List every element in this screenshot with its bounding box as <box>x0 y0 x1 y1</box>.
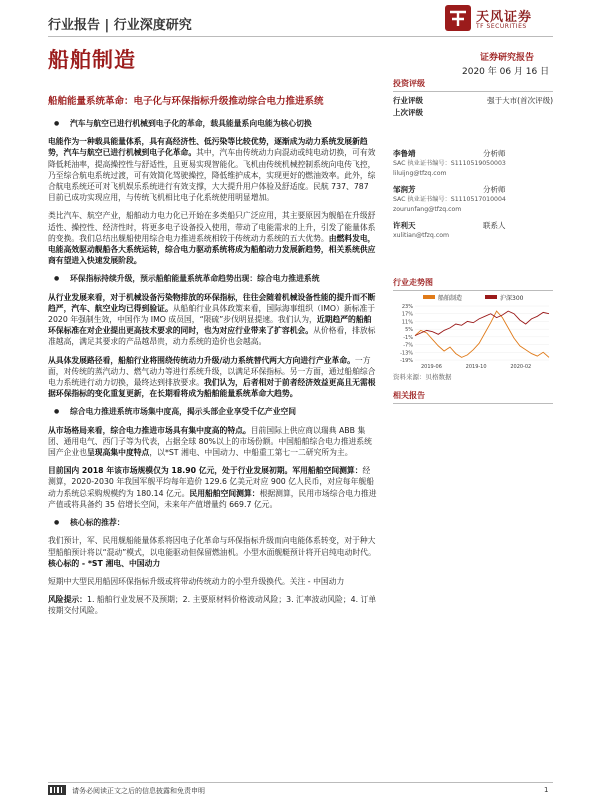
bullet-heading: ● 核心标的推荐： <box>48 517 378 528</box>
paragraph: 我们预计，军、民用舰船能量体系将因电子化革命与环保指标升级而向电能体系转变，对于种大型船舶预计将以“混动”模式，以电能驱动但保留燃油机。小型水面舰艇预计将开启纯电动时代。核心标的 - *ST 湘电、中国动力 <box>48 536 376 568</box>
page-title: 船舶制造 <box>48 48 136 72</box>
risk-note: 风险提示：1. 船舶行业发展不及预期；2. 主要原材料价格波动风险；3. 汇率波动风险；4. 订单按期交付风险。 <box>48 595 377 616</box>
industry-trend-chart <box>393 292 553 370</box>
header-divider <box>48 36 553 37</box>
paragraph: 从行业发展来看，对于机械设备污染物排放的环保指标，往往会随着机械设备性能的提升而不断趋严，汽车、航空业均已得到验证。从船舶行业具体政策来看，国际海事组织（IMO）新标准于 2020 年强制生效，中国作为 IMO 成员国，“限硫”步伐明显提速。我们认为，近期趋严的船舶环保标准在对企业提出更高技术要求的同时，也为对应行业带来了扩容机会。从价格看，排放标准越高，满足其要求的产品越昂贵，动力系统的造价也会越高。 <box>48 292 376 347</box>
paragraph: 短期中大型民用船因环保指标升级或将带动传统动力的小型升级换代。关注 - 中国动力 <box>48 576 345 586</box>
chart-heading: 行业走势图 <box>393 277 553 291</box>
analyst-email[interactable]: xulitian@tfzq.com <box>393 232 450 239</box>
rating-heading: 投资评级 <box>393 78 553 92</box>
analyst-email[interactable]: liluijng@tfzq.com <box>393 170 447 177</box>
x-tick-label: 2019-10 <box>465 364 487 370</box>
main-column <box>48 118 378 624</box>
y-tick-label: 5% <box>405 327 413 334</box>
page-number: 1 <box>544 786 549 794</box>
bullet-heading: ● 汽车与航空已进行机械到电子化的革命，载具能量系向电能为核心切换 <box>48 118 378 129</box>
report-subtitle: 船舶能量系统革命：电子化与环保指标升级推动综合电力推进系统 <box>48 96 324 107</box>
prev-rating-row: 上次评级 <box>393 108 423 117</box>
analyst-card: 许利天 联系人 xulitian@tfzq.com <box>393 221 553 241</box>
y-tick-label: 23% <box>401 304 413 310</box>
sidebar <box>393 78 553 241</box>
chart-source: 资料来源：贝格数据 <box>393 373 452 381</box>
report-category: 行业报告 | 行业深度研究 <box>48 18 192 33</box>
series-line <box>415 311 549 336</box>
x-tick-label: 2020-02 <box>510 364 532 370</box>
footer-barcode-icon <box>48 785 66 795</box>
bullet-heading: ● 综合电力推进系统市场集中度高，揭示头部企业享受千亿产业空间 <box>48 406 378 417</box>
y-tick-label: 11% <box>401 319 413 326</box>
x-tick-label: 2019-06 <box>421 364 442 370</box>
report-date: 2020 年 06 月 16 日 <box>462 67 550 77</box>
paragraph: 电能作为一种载具能量体系，具有高经济性、低污染等比较优势，逐渐成为动力系统发展新趋势，汽车与航空已进行机械到电子化革命。其中，汽车由传统动力向混动或纯电动切换，可有效降低耗油率，提高操控性与舒适性，且更易实现智能化。飞机由传统机械控制系统向电传飞控，乃至综合航电系统过渡，可有效简化驾驶操控，降低维护成本，实现更好的燃油效率。此外，综合航电系统还可对飞机娱乐系统进行有效支撑，大大提升用户体验及舒适度。民航 737、787 目前已成功实现应用，与传统飞机相比电子化系统使用明显增加。 <box>48 137 376 203</box>
paragraph: 从具体发展路径看，船舶行业将围绕传统动力升级/动力系统替代两大方向进行产业革命。一方面，对传统的蒸汽动力、燃气动力等进行系统升级，以满足环保指标。另一方面，通过船舶综合电力系统进行动力切换，最终达到排放要求。我们认为，后者相对于前者经济效益更高且无需根据环保指标的变化重复更新，在长期看将成为船舶能量系统革命大趋势。 <box>48 355 376 399</box>
analyst-card: 邹润芳 分析师 SAC 执业证书编号：S1110517010004 zourunfang@tfzq.com <box>393 185 553 215</box>
related-reports-heading: 相关报告 <box>393 390 553 404</box>
paragraph: 从市场格局来看，综合电力推进市场具有集中度高的特点。目前国际上供应商以瑞典 ABB 集团、通用电气、西门子等为代表，占据全球 80%以上的市场份额。中国船舶综合电力推进系统国产企业也呈现高集中度特点，以*ST 湘电、中国动力、中船重工第七一二研究所为主。 <box>48 425 372 458</box>
y-tick-label: 17% <box>401 311 413 318</box>
footer-disclaimer: 请务必阅读正文之后的信息披露和免责申明 <box>72 787 205 795</box>
footer-divider <box>48 782 553 783</box>
legend-swatch <box>423 295 435 299</box>
analyst-card: 李鲁靖 分析师 SAC 执业证书编号：S1110519050003 liluijng@tfzq.com <box>393 149 553 179</box>
legend-label: 船舶制造 <box>438 295 463 302</box>
company-logo <box>444 4 564 34</box>
report-type: 证券研究报告 <box>480 53 535 63</box>
y-tick-label: -13% <box>400 350 413 357</box>
logo-text: 天风证券 <box>476 10 533 25</box>
y-tick-label: -7% <box>403 342 413 349</box>
logo-text-en: TF SECURITIES <box>476 23 527 30</box>
legend-swatch <box>485 295 497 299</box>
paragraph: 类比汽车、航空产业，船舶动力电力化已开始在多类船只广泛应用，其主要原因为舰船在升级舒适性、操控性、经济性时，将更多电子设备投入使用，带动了电能需求的上升，引发了能量体系的变换。我们总结出舰船使用综合电力推进系统相较于传统动力系统的五大优势。由燃料发电，电能高效驱动舰船各大系统运转，综合电力驱动系统将成为船舶动力发展新趋势，相关系统供应商有望进入快速发展阶段。 <box>48 211 376 266</box>
y-tick-label: -19% <box>400 358 413 364</box>
bullet-heading: ● 环保指标持续升级，预示船舶能量系统革命趋势出现：综合电力推进系统 <box>48 273 378 284</box>
y-tick-label: -1% <box>403 334 413 341</box>
analyst-email[interactable]: zourunfang@tfzq.com <box>393 206 462 213</box>
paragraph: 目前国内 2018 年该市场规模仅为 18.90 亿元，处于行业发展初期。军用船舶空间测算：经测算，2020-2030 年我国军舰平均每年造价 129.6 亿美元对应 900 亿人民币，对应每年舰船动力系统总采购规模约为 180.14 亿元。民用船舶空间测算：根据测算，民用市场综合电力推进产值或将具备约 35 倍增长空间，未来年产值增量约 669.7 亿元。 <box>48 466 377 509</box>
rating-row: 行业评级 强于大市(首次评级) <box>393 96 553 105</box>
logo-mark-icon <box>444 4 472 32</box>
legend-label: 沪深300 <box>500 295 524 302</box>
